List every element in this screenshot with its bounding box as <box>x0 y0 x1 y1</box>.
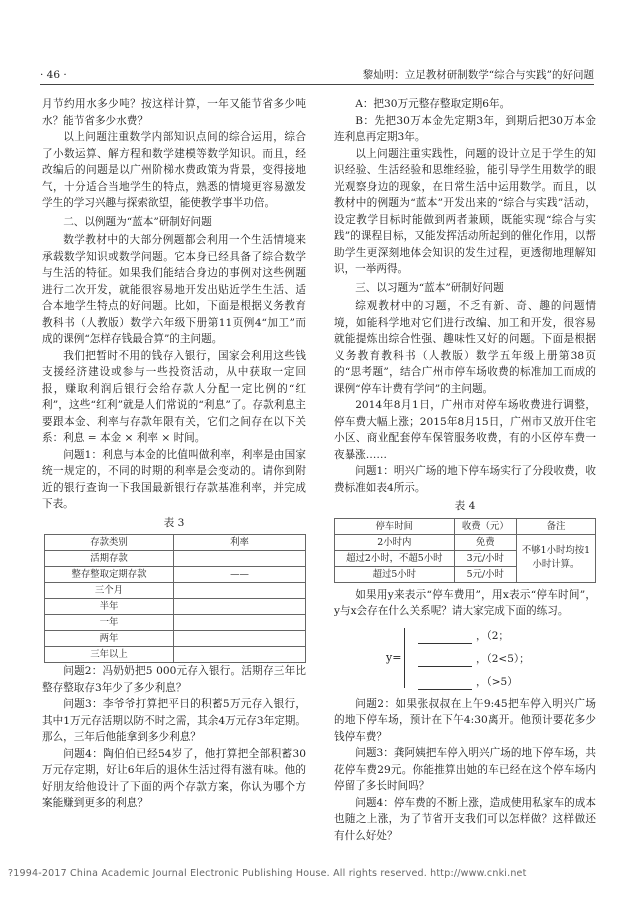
page-number: · 46 · <box>40 69 67 81</box>
table-header: 备注 <box>517 518 596 534</box>
table-header: 停车时间 <box>335 518 455 534</box>
paragraph: 综观教材中的习题，不乏有新、奇、趣的问题情境，如能科学地对它们进行改编、加工和开发，很容易就能提炼出综合性强、趣味性又好的问题。下面是根据义务教育教科书（人教版）数学五年级上册第38页的“思考题”，结合广州市停车场收费的标准加工而成的课例“停车计费有学问”的主问题。 <box>334 300 596 395</box>
running-header <box>40 66 594 85</box>
table-cell <box>174 615 306 631</box>
table-cell <box>174 599 306 615</box>
paragraph: 问题1：利息与本金的比值叫做利率，利率是由国家统一规定的，不同的时期的利率是会变动的。请你到附近的银行查询一下我国最新银行存款基准利率，并完成下表。 <box>42 448 306 510</box>
brace <box>404 628 411 688</box>
paragraph: 以上问题注重数学内部知识点间的综合运用，综合了小数运算、解方程和数学建模等数学知识。而且，经改编后的问题是以广州阶梯水费政策为背景，变得接地气，十分适合当地学生的特点，熟悉的情境更容易激发学生的学习兴趣与探索欲望，能使教学事半功倍。 <box>42 131 306 209</box>
table-cell: 三个月 <box>45 583 174 599</box>
paragraph: 问题2：如果张叔叔在上午9:45把车停入明兴广场的地下停车场，预计在下午4:30离开。他预计要花多少钱停车费？ <box>334 697 596 743</box>
table-cell: 活期存款 <box>45 551 174 567</box>
section-heading: 三、以习题为“蓝本”研制好问题 <box>355 281 504 294</box>
paragraph: 2014年8月1日，广州市对停车场收费进行调整，停车费大幅上涨；2015年8月15日，广州市又放开住宅小区、商业配套停车保管服务收费，有的小区停车费一夜暴涨…… <box>334 399 596 461</box>
equation-line: ，（>5） <box>418 674 518 691</box>
table-cell: 5元/小时 <box>454 566 516 582</box>
plan-b: B：先把30万本金先定期3年，到期后把30万本金连利息再定期3年。 <box>334 114 596 143</box>
table-header: 存款类别 <box>45 535 174 551</box>
table-cell: 3元/小时 <box>454 550 516 566</box>
table-cell: 超过5小时 <box>335 566 455 582</box>
paragraph: 问题3：李爷爷打算把平日的积蓄5万元存入银行，其中1万元存活期以防不时之需，其余4万元存3年定期。那么，三年后他能拿到多少利息？ <box>42 698 306 743</box>
piecewise-equation <box>334 624 596 694</box>
table-cell <box>174 583 306 599</box>
table-cell <box>174 631 306 647</box>
table-caption: 表 4 <box>454 500 476 512</box>
equation-line: ，（2<5）； <box>418 651 530 668</box>
table-cell: 半年 <box>45 599 174 615</box>
table-header: 收费（元） <box>454 518 516 534</box>
paragraph: 月节约用水多少吨？按这样计算，一年又能节省多少吨水？能节省多少水费？ <box>42 98 306 127</box>
running-title: 黎灿明：立足教材研制数学“综合与实践”的好问题 <box>362 69 594 81</box>
table-cell <box>174 551 306 567</box>
table-cell: 超过2小时，不超5小时 <box>335 550 455 566</box>
table-cell: 整存整取定期存款 <box>45 567 174 583</box>
paragraph: 问题1：明兴广场的地下停车场实行了分段收费，收费标准如表4所示。 <box>334 465 596 494</box>
equation-lhs: y= <box>386 650 402 664</box>
table-cell: 两年 <box>45 631 174 647</box>
table-cell: 一年 <box>45 615 174 631</box>
copyright-footer: ?1994-2017 China Academic Journal Electronic Publishing House. All rights reserved. http://www.cnki.net <box>8 868 527 879</box>
equation-line: ，（2； <box>418 628 509 645</box>
paragraph: 问题2：冯奶奶把5 000元存入银行。活期存三年比整存整取存3年少了多少利息？ <box>42 665 306 694</box>
table-cell-note: 不够1小时均按1小时计算。 <box>517 534 596 582</box>
paragraph: 我们把暂时不用的钱存入银行，国家会利用这些钱支援经济建设或参与一些投资活动，从中获取一定回报，赚取利润后银行会给存款人分配一定比例的“红利”，这些“红利”就是人们常说的“利息”了。存款利息主要跟本金、利率与存款年限有关，它们之间存在以下关系：利息 = 本金 × 利率 × 时间。 <box>42 349 306 444</box>
table-cell <box>174 647 306 663</box>
table-caption: 表 3 <box>163 516 185 529</box>
right-column <box>334 96 596 844</box>
table-cell: 免费 <box>454 534 516 550</box>
interest-rate-table <box>44 534 306 663</box>
section-heading: 二、以例题为“蓝本”研制好问题 <box>63 215 212 228</box>
paragraph: 以上问题注重实践性，问题的设计立足于学生的知识经验、生活经验和思维经验，能引导学生用数学的眼光观察身边的现象，在日常生活中运用数学。而且，以教材中的例题为“蓝本”开发出来的“综合与实践”活动，设定教学目标时能做到两者兼顾，既能实现“综合与实践”的课程目标，又能发挥活动所起到的催化作用，以帮助学生更深刻地体会知识的发生过程，更透彻地理解知识，一举两得。 <box>334 147 596 275</box>
paragraph: 问题4：停车费的不断上涨，造成使用私家车的成本也随之上涨，为了节省开支我们可以怎样做？这样做还有什么好处？ <box>334 796 596 842</box>
left-column <box>42 96 306 812</box>
parking-fee-table <box>334 518 596 583</box>
paragraph: 数学教材中的大部分例题都会利用一个生活情境来承载数学知识或数学问题。它本身已经具备了综合数学与生活的特征。如果我们能结合身边的事例对这些例题进行二次开发，就能很容易地开发出贴近学生生活、适合本地学生特点的好问题。比如，下面是根据义务教育教科书（人教版）数学六年级下册第11页例4“加工”而成的课例“怎样存钱最合算”的主问题。 <box>42 234 306 345</box>
table-cell: —— <box>174 567 306 583</box>
table-cell: 2小时内 <box>335 534 455 550</box>
table-header: 利率 <box>174 535 306 551</box>
plan-a: A：把30万元整存整取定期6年。 <box>355 98 511 110</box>
paragraph: 如果用y来表示“停车费用”，用x表示“停车时间”，y与x会存在什么关系呢？请大家完成下面的练习。 <box>334 588 596 617</box>
paragraph: 问题3：龚阿姨把车停入明兴广场的地下停车场，共花停车费29元。你能推算出她的车已经在这个停车场内停留了多长时间吗？ <box>334 747 596 792</box>
paragraph: 问题4：陶伯伯已经54岁了，他打算把全部积蓄30万元存定期，好让6年后的退休生活过得有滋有味。他的好朋友给他设计了下面的两个存款方案，你认为哪个方案能赚到更多的利息？ <box>42 747 306 809</box>
table-cell: 三年以上 <box>45 647 174 663</box>
